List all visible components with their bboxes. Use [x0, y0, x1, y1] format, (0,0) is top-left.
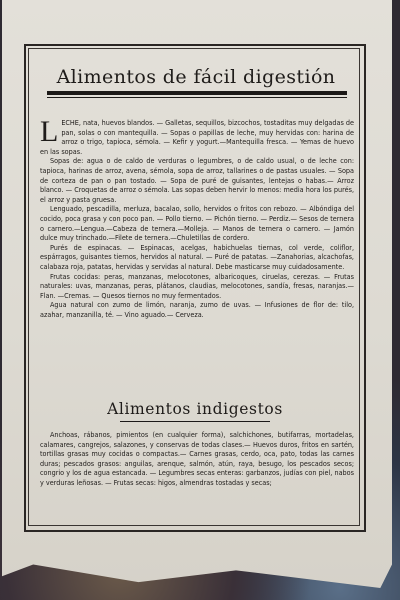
- paragraph-vegetables: Purés de espinacas. — Espinacas, acelgas, habichuelas tiernas, col verde, coliflor, espárragos, guisantes tiernos, hervidos al natural. — Puré de patatas. —Zanahorias, alcachofas, calabaza roja, patatas, hervidas y servidas al natural. Debe masticarse muy cuidadosamente.: [40, 242, 354, 271]
- paragraph-drinks: Agua natural con zumo de limón, naranja, zumo de uvas. — Infusiones de flor de: tilo, azahar, manzanilla, té. — Vino aguado.— Cerveza.: [40, 300, 354, 319]
- title-rule-thin: [47, 97, 347, 98]
- paragraph-soups: Sopas de: agua o de caldo de verduras o legumbres, o de caldo usual, o de leche con: tapioca, harinas de arroz, avena, sémola, sopa de arroz, tallarines o de pastas usuales. — Sopa de corteza de pan o pan tostado. — Sopa de puré de guisantes, lentejas o habas.— Arroz blanco. — Croquetas de arroz o sémola. Las sopas deben hervir lo menos: media hora los purés, el arroz y pasta gruesa.: [40, 156, 354, 204]
- paragraph-fish-meat: Lenguado, pescadilla, merluza, bacalao, sollo, hervidos o fritos con rebozo. — Albóndiga del cocido, poca grasa y con poco pan. — Pollo tierno. — Pichón tierno. — Perdiz.— Sesos de ternera o carnero.—Lengua.—Cabeza de ternera.—Molleja. — Manos de ternera o carnero. — Jamón dulce muy trinchado.—Filete de ternera.—Chuletillas de cordero.: [40, 204, 354, 243]
- title2-rule: [120, 421, 270, 422]
- drop-cap: L: [40, 115, 59, 148]
- paragraph-indigestible: Anchoas, rábanos, pimientos (en cualquier forma), salchichones, butifarras, mortadelas, calamares, cangrejos, salazones, y conservas de todas clases.— Huevos duros, fritos en sartén, tortillas grasas muy cocidas o compactas.— Carnes grasas, cerdo, oca, pato, todas las carnes duras; pescados grasos: anguilas, arenque, salmón, atún, raya, besugo, los pescados secos; congrio y los de agua estancada. — Legumbres secas enteras: garbanzos, judías con piel, nabos y verduras leñosas. — Frutas secas: higos, almendras tostadas y secas;: [40, 430, 354, 487]
- section-body-easy-digestion: [40, 115, 354, 319]
- section-body-indigestible: [40, 430, 354, 488]
- title-rule-thick: [47, 91, 347, 95]
- section-title-indigestible: Alimentos indigestos: [107, 400, 283, 418]
- paragraph-fruits: Frutas cocidas: peras, manzanas, melocotones, albaricoques, ciruelas, cerezas. — Frutas naturales: uvas, manzanas, peras, plátanos, claudias, melocotones, sandía, fresas, naranjas.— Flan. —Cremas. — Quesos tiernos no muy fermentados.: [40, 271, 354, 300]
- section-title-easy-digestion: Alimentos de fácil digestión: [56, 66, 336, 88]
- paragraph-dairy: LECHE, nata, huevos blandos. — Galletas, sequillos, bizcochos, tostaditas muy delgadas de pan, solas o con mantequilla. — Sopas o papillas de leche, muy hervidas con: harina de arroz o trigo, tapioca, sémola. — Kefir y yogurt.—Mantequilla fresca. — Yemas de huevo en las sopas.: [40, 115, 354, 156]
